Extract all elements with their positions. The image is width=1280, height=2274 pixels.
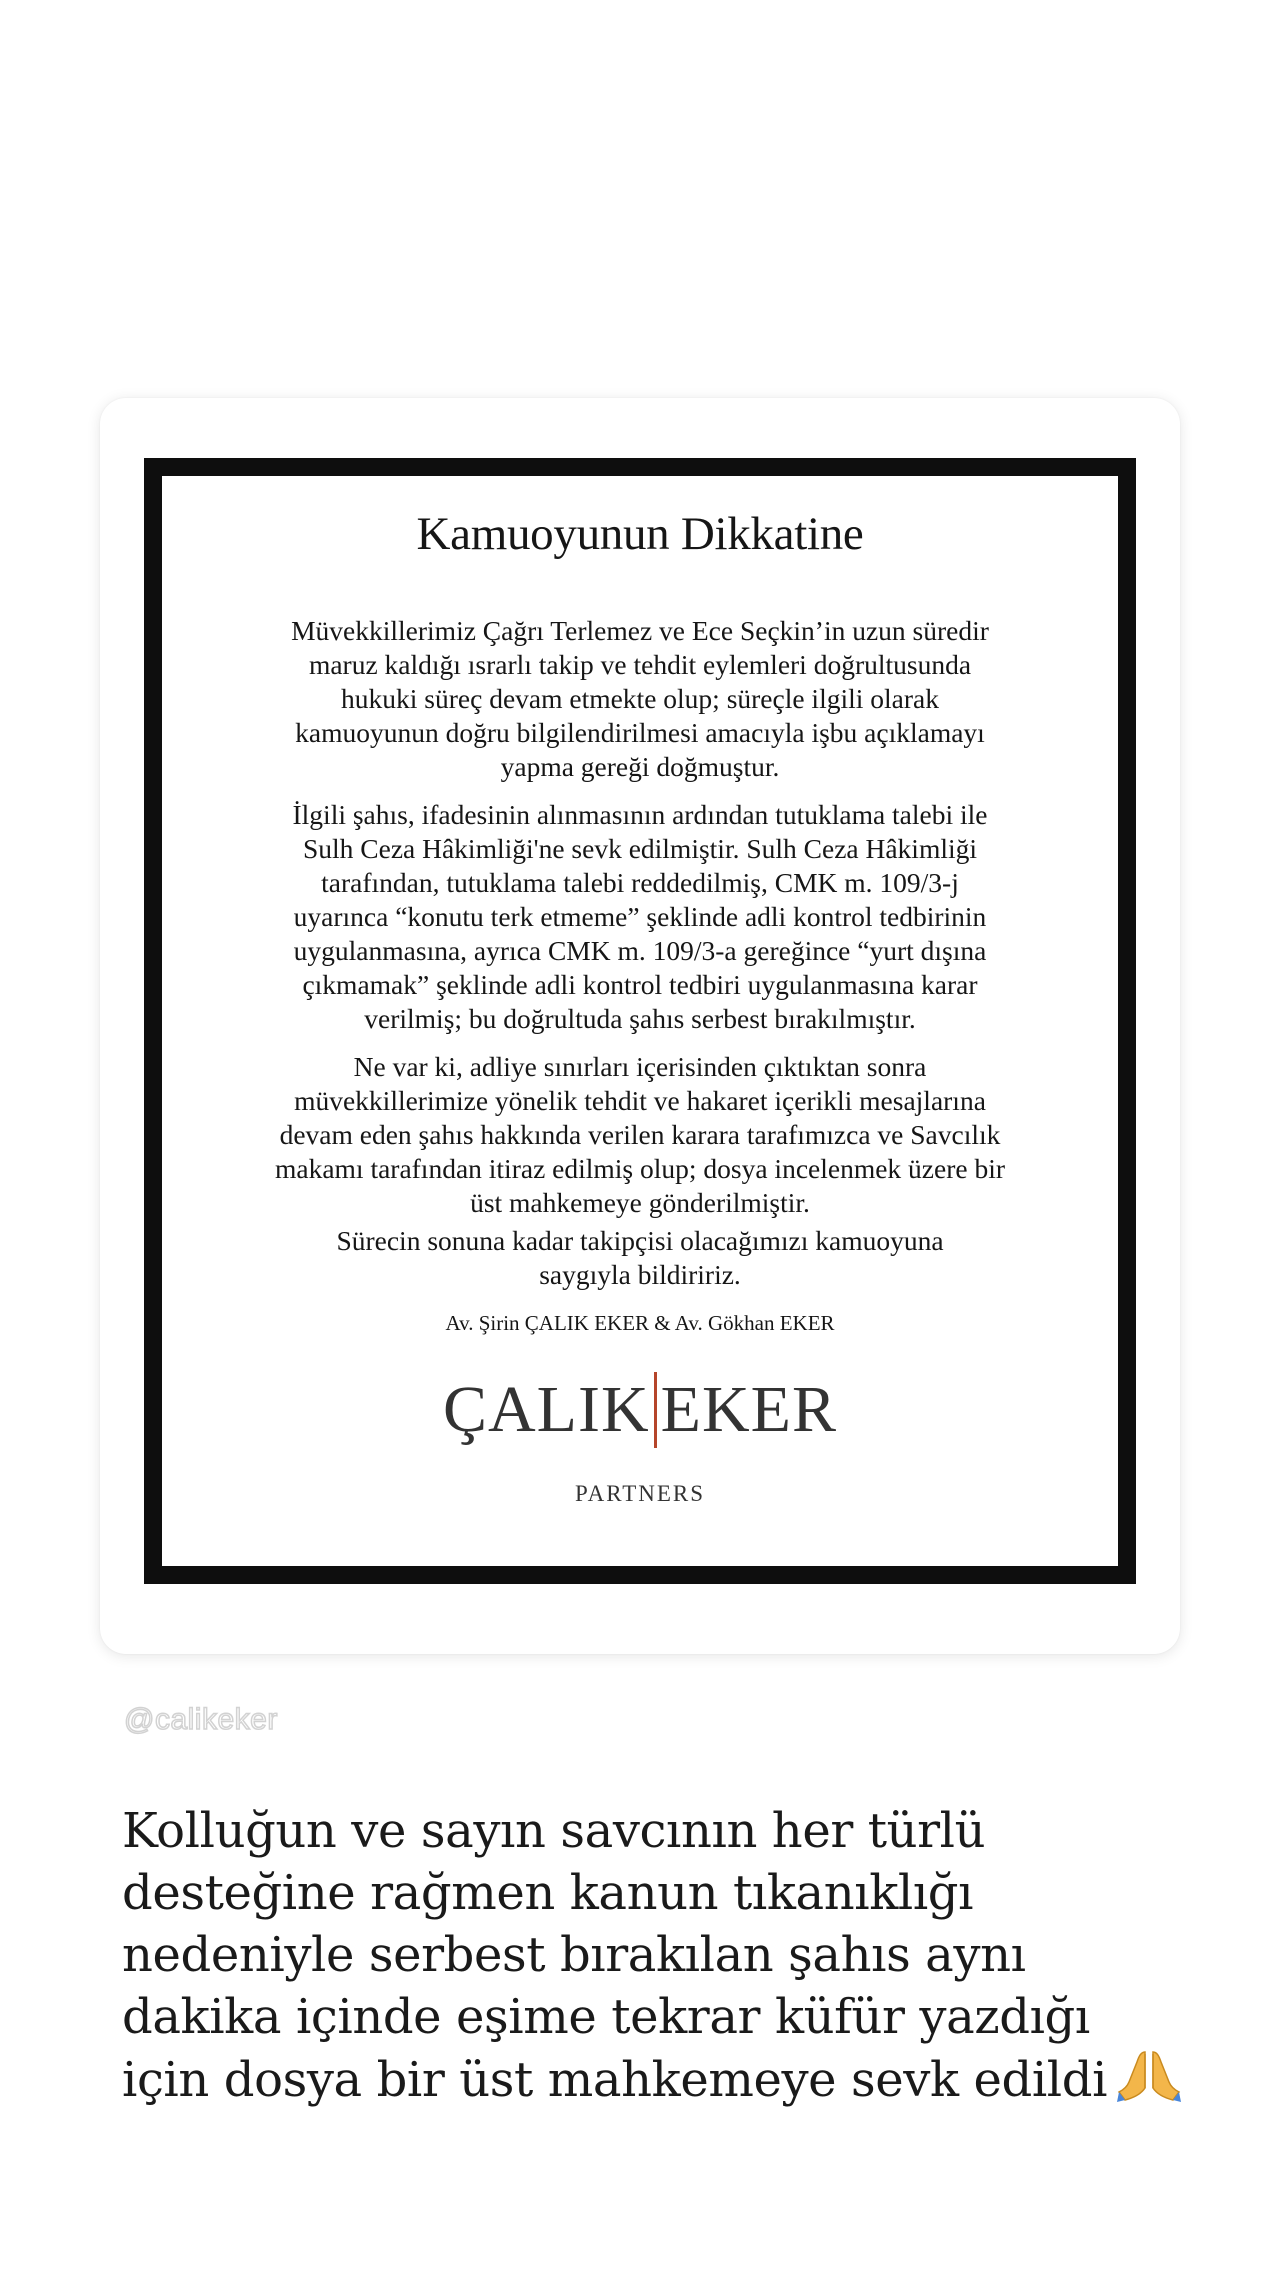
notice-paragraph-4: Sürecin sonuna kadar takipçisi olacağımızı kamuoyuna saygıyla bildiririz. xyxy=(336,1225,944,1290)
notice-paragraph-3: Ne var ki, adliye sınırları içerisinden çıktıktan sonra müvekkillerimize yönelik tehdit ve hakaret içerikli mesajlarına devam eden şahıs hakkında verilen karara tarafımızca ve Savcılık makamı tarafından itiraz edilmiş olup; dosya incelenmek üzere bir üst mahkemeye gönderilmiştir. xyxy=(274,1051,1005,1218)
logo-left-word: ÇALIK xyxy=(443,1373,650,1446)
folded-hands-icon xyxy=(1115,2048,1183,2102)
logo-divider xyxy=(654,1372,657,1448)
logo-right-word: EKER xyxy=(660,1373,837,1446)
public-notice xyxy=(144,458,1136,1584)
notice-title: Kamuoyunun Dikkatine xyxy=(416,508,864,560)
logo-subtitle: PARTNERS xyxy=(574,1481,706,1506)
notice-body xyxy=(198,614,1082,1292)
post-card[interactable] xyxy=(100,398,1180,1654)
caption-text: Kolluğun ve sayın savcının her türlü desteğine rağmen kanun tıkanıklığı nedeniyle serbest bırakılan şahıs aynı dakika içinde eşime tekrar küfür yazdığı için dosya bir üst mahkemeye sevk edildi xyxy=(122,1803,1108,2108)
firm-logo xyxy=(162,1370,1118,1450)
notice-paragraph-1: Müvekkillerimiz Çağrı Terlemez ve Ece Seçkin’in uzun süredir maruz kaldığı ısrarlı takip ve tehdit eylemleri doğrultusunda hukuki süreç devam etmekte olup; süreçle ilgili olarak kamuoyunun doğru bilgilendirilmesi amacıyla işbu açıklamayı yapma gereği doğmuştur. xyxy=(291,615,989,782)
mention-sticker[interactable]: @calikeker xyxy=(124,1703,278,1736)
notice-signature: Av. Şirin ÇALIK EKER & Av. Gökhan EKER xyxy=(445,1311,835,1335)
notice-paragraph-2: İlgili şahıs, ifadesinin alınmasının ardından tutuklama talebi ile Sulh Ceza Hâkimliği'ne sevk edilmiştir. Sulh Ceza Hâkimliği tarafından, tutuklama talebi reddedilmiş, CMK m. 109/3-j uyarınca “konutu terk etmeme” şeklinde adli kontrol tedbirinin uygulanmasına, ayrıca CMK m. 109/3-a gereğince “yurt dışına çıkmamak” şeklinde adli kontrol tedbiri uygulanmasına karar verilmiş; bu doğrultuda şahıs serbest bırakılmıştır. xyxy=(292,799,988,1034)
story-caption xyxy=(122,1800,1242,2111)
